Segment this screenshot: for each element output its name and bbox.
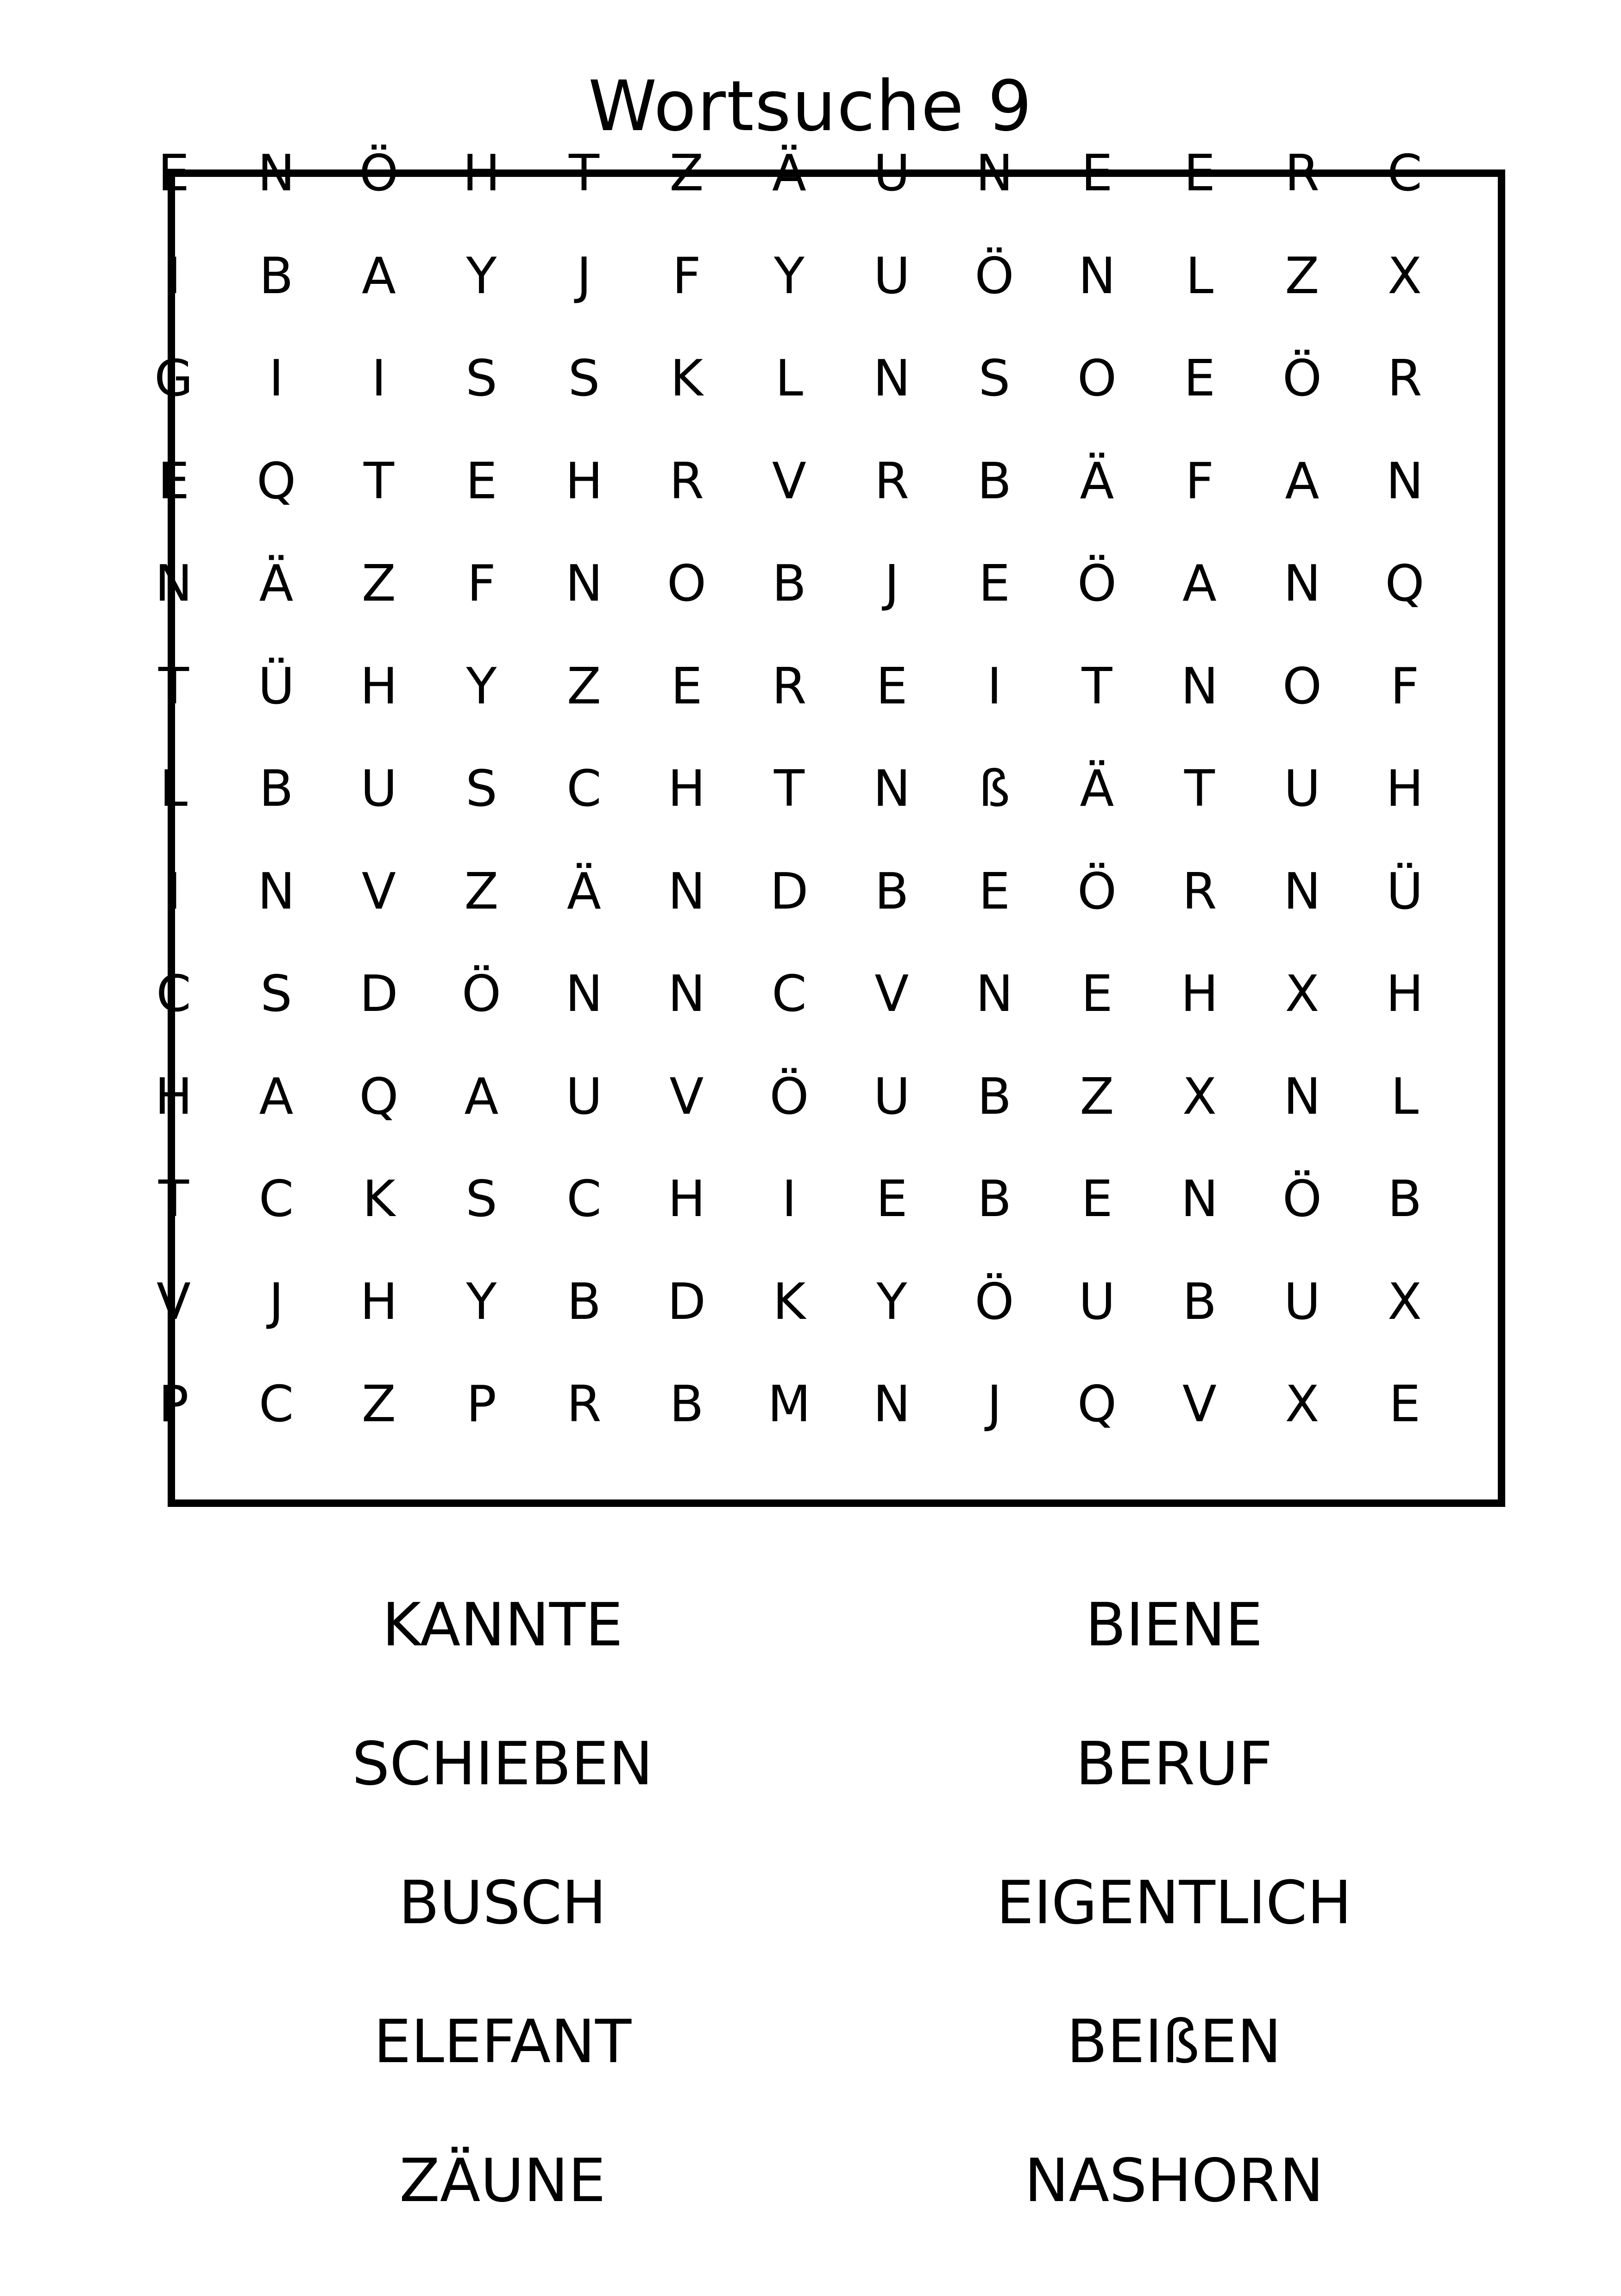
grid-cell: H	[667, 760, 706, 818]
grid-cell: C	[258, 1170, 294, 1228]
grid-cell: A	[1285, 452, 1319, 510]
word-list-item: ELEFANT	[373, 2007, 632, 2076]
grid-cell: H	[565, 452, 603, 510]
grid-cell: D	[770, 862, 809, 921]
grid-cell: V	[362, 862, 396, 921]
grid-cell: B	[977, 452, 1012, 510]
grid-cell: Ö	[1077, 555, 1117, 613]
grid-cell: X	[1285, 1375, 1319, 1433]
grid-cell: N	[873, 760, 911, 818]
grid-cell: I	[371, 350, 386, 408]
grid-cell: N	[565, 965, 603, 1023]
grid-cell: U	[1283, 1273, 1321, 1331]
grid-cell: B	[874, 862, 909, 921]
grid-cell: Ä	[1080, 452, 1114, 510]
grid-cell: I	[269, 350, 284, 408]
grid-cell: U	[1078, 1273, 1116, 1331]
grid-cell: N	[1283, 555, 1321, 613]
grid-cell: Ü	[258, 657, 295, 715]
grid-cell: N	[258, 144, 295, 202]
grid-cell: E	[671, 657, 703, 715]
grid-cell: Ä	[259, 555, 294, 613]
grid-cell: N	[155, 555, 193, 613]
grid-cell: C	[566, 760, 602, 818]
grid-cell: Z	[1080, 1067, 1114, 1126]
grid-cell: C	[772, 965, 807, 1023]
grid-cell: I	[166, 862, 181, 921]
grid-cell: U	[873, 1067, 911, 1126]
grid-cell: E	[978, 862, 1011, 921]
grid-cell: V	[157, 1273, 191, 1331]
grid-cell: R	[1284, 144, 1320, 202]
grid-cell: R	[1182, 862, 1217, 921]
grid-cell: D	[359, 965, 398, 1023]
grid-cell: Y	[774, 247, 804, 305]
grid-cell: D	[667, 1273, 706, 1331]
word-list-item: SCHIEBEN	[352, 1730, 653, 1799]
grid-cell: N	[975, 965, 1013, 1023]
grid-cell: C	[156, 965, 191, 1023]
grid-cell: Ö	[1077, 862, 1117, 921]
grid-cell: U	[360, 760, 397, 818]
grid-cell: E	[1081, 965, 1113, 1023]
grid-cell: K	[773, 1273, 806, 1331]
grid-cell: Ä	[772, 144, 806, 202]
grid-cell: N	[1078, 247, 1116, 305]
grid-cell: Z	[362, 1375, 396, 1433]
word-list-item: BUSCH	[398, 1869, 607, 1938]
grid-cell: B	[566, 1273, 602, 1331]
grid-cell: P	[466, 1375, 497, 1433]
grid-cell: E	[876, 657, 908, 715]
grid-cell: A	[259, 1067, 294, 1126]
grid-cell: G	[154, 350, 193, 408]
grid-cell: X	[1388, 1273, 1422, 1331]
grid-cell: N	[975, 144, 1013, 202]
grid-cell: A	[464, 1067, 499, 1126]
grid-cell: S	[260, 965, 292, 1023]
grid-cell: Q	[1385, 555, 1425, 613]
grid-cell: H	[1386, 760, 1424, 818]
grid-cell: S	[465, 760, 497, 818]
grid-cell: B	[1182, 1273, 1217, 1331]
grid-cell: Ö	[1282, 350, 1322, 408]
grid-cell: Q	[1077, 1375, 1117, 1433]
grid-cell: B	[259, 760, 294, 818]
grid-cell: N	[258, 862, 295, 921]
grid-cell: S	[465, 350, 497, 408]
grid-cell: N	[565, 555, 603, 613]
word-list-item: EIGENTLICH	[996, 1869, 1352, 1938]
grid-cell: B	[259, 247, 294, 305]
grid-cell: C	[566, 1170, 602, 1228]
grid-cell: E	[978, 555, 1011, 613]
grid-cell: N	[668, 862, 705, 921]
grid-cell: P	[158, 1375, 189, 1433]
grid-cell: Z	[567, 657, 601, 715]
grid-cell: Z	[464, 862, 499, 921]
grid-cell: J	[987, 1375, 1002, 1433]
grid-cell: V	[772, 452, 806, 510]
grid-cell: X	[1285, 965, 1319, 1023]
grid-cell: E	[1081, 144, 1113, 202]
grid-cell: S	[568, 350, 600, 408]
grid-cell: O	[1077, 350, 1117, 408]
grid-cell: A	[362, 247, 396, 305]
grid-cell: V	[1182, 1375, 1217, 1433]
word-list-item: BIENE	[1085, 1591, 1263, 1660]
grid-cell: Y	[466, 657, 497, 715]
grid-cell: T	[1081, 657, 1112, 715]
grid-cell: L	[775, 350, 804, 408]
grid-cell: E	[1081, 1170, 1113, 1228]
grid-cell: Ö	[974, 247, 1014, 305]
grid-cell: J	[269, 1273, 284, 1331]
grid-cell: Ö	[359, 144, 399, 202]
grid-cell: S	[465, 1170, 497, 1228]
grid-cell: H	[360, 1273, 398, 1331]
grid-cell: E	[1183, 144, 1216, 202]
grid-cell: C	[1387, 144, 1422, 202]
grid-cell: U	[1283, 760, 1321, 818]
grid-cell: U	[873, 144, 911, 202]
grid-cell: V	[874, 965, 909, 1023]
grid-cell: B	[977, 1170, 1012, 1228]
grid-cell: F	[672, 247, 701, 305]
grid-cell: Ö	[769, 1067, 809, 1126]
grid-cell: J	[577, 247, 591, 305]
grid-cell: N	[1283, 862, 1321, 921]
grid-cell: Q	[256, 452, 296, 510]
grid-cell: N	[873, 350, 911, 408]
word-list-item: BERUF	[1075, 1730, 1273, 1799]
grid-cell: L	[159, 760, 188, 818]
grid-cell: I	[987, 657, 1002, 715]
grid-cell: J	[884, 555, 899, 613]
grid-cell: Ö	[461, 965, 501, 1023]
grid-cell: E	[465, 452, 497, 510]
grid-cell: F	[467, 555, 496, 613]
grid-cell: L	[1185, 247, 1214, 305]
word-list-item: BEIßEN	[1067, 2007, 1282, 2076]
word-search-grid	[154, 144, 1505, 1505]
grid-cell: O	[666, 555, 706, 613]
grid-cell: T	[158, 657, 189, 715]
grid-cell: Q	[359, 1067, 399, 1126]
word-list-item: ZÄUNE	[399, 2146, 606, 2215]
grid-cell: R	[772, 657, 807, 715]
grid-cell: ß	[978, 760, 1011, 818]
word-list-item: KANNTE	[382, 1591, 623, 1660]
grid-cell: R	[566, 1375, 602, 1433]
grid-cell: S	[978, 350, 1011, 408]
grid-cell: B	[1387, 1170, 1422, 1228]
grid-cell: Ö	[974, 1273, 1014, 1331]
grid-cell: B	[669, 1375, 704, 1433]
page-title: Wortsuche 9	[588, 66, 1033, 147]
grid-cell: U	[873, 247, 911, 305]
grid-cell: T	[569, 144, 599, 202]
grid-cell: R	[669, 452, 704, 510]
grid-cell: L	[1390, 1067, 1419, 1126]
grid-cell: I	[782, 1170, 797, 1228]
grid-cell: K	[670, 350, 703, 408]
word-list-item: NASHORN	[1024, 2146, 1324, 2215]
grid-cell: H	[1181, 965, 1219, 1023]
grid-cell: M	[767, 1375, 811, 1433]
grid-cell: H	[462, 144, 501, 202]
grid-cell: H	[155, 1067, 193, 1126]
grid-cell: Y	[466, 247, 497, 305]
grid-cell: R	[874, 452, 910, 510]
grid-cell: Y	[466, 1273, 497, 1331]
grid-cell: Ä	[1080, 760, 1114, 818]
grid-cell: Z	[669, 144, 704, 202]
grid-cell: X	[1388, 247, 1422, 305]
grid-cell: H	[360, 657, 398, 715]
grid-cell: O	[1282, 657, 1322, 715]
grid-cell: N	[1181, 657, 1219, 715]
grid-cell: T	[364, 452, 394, 510]
grid-cell: Ü	[1386, 862, 1423, 921]
grid-cell: T	[158, 1170, 189, 1228]
grid-cell: B	[772, 555, 807, 613]
grid-cell: E	[157, 144, 190, 202]
grid-cell: E	[1183, 350, 1216, 408]
grid-cell: E	[876, 1170, 908, 1228]
grid-cell: R	[1387, 350, 1422, 408]
grid-cell: B	[977, 1067, 1012, 1126]
grid-cell: Ä	[567, 862, 601, 921]
grid-cell: F	[1185, 452, 1214, 510]
grid-cell: T	[1184, 760, 1215, 818]
grid-cell: N	[873, 1375, 911, 1433]
grid-cell: A	[1182, 555, 1217, 613]
grid-cell: X	[1182, 1067, 1217, 1126]
grid-cell: N	[1181, 1170, 1219, 1228]
grid-cell: E	[157, 452, 190, 510]
grid-cell: F	[1390, 657, 1420, 715]
grid-cell: C	[258, 1375, 294, 1433]
grid-cell: V	[669, 1067, 704, 1126]
grid-cell: U	[565, 1067, 603, 1126]
grid-cell: N	[668, 965, 705, 1023]
grid-cell: K	[362, 1170, 396, 1228]
grid-cell: N	[1283, 1067, 1321, 1126]
grid-cell: T	[774, 760, 804, 818]
grid-cell: H	[667, 1170, 706, 1228]
grid-cell: Y	[876, 1273, 907, 1331]
grid-cell: H	[1386, 965, 1424, 1023]
grid-cell: E	[1389, 1375, 1421, 1433]
grid-cell: Z	[362, 555, 396, 613]
grid-cell: N	[1386, 452, 1424, 510]
grid-cell: Ö	[1282, 1170, 1322, 1228]
grid-cell: Z	[1285, 247, 1319, 305]
grid-cell: I	[166, 247, 181, 305]
